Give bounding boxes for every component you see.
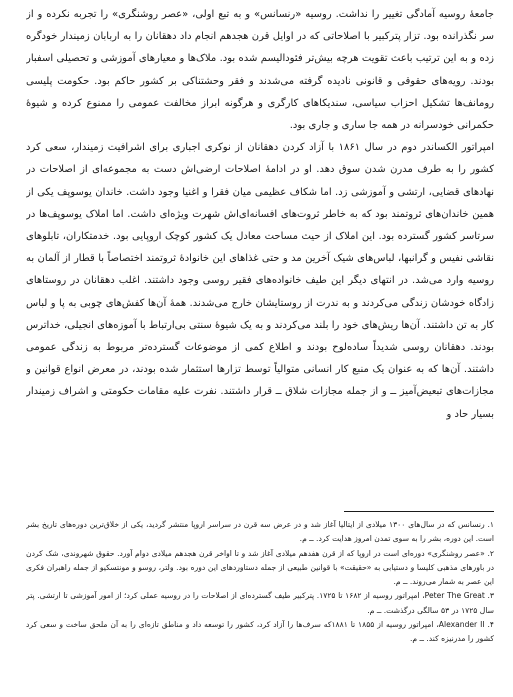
- footnote-3: ۳. Peter The Great، امپراتور روسیه از ۱۶۸۲ تا ۱۷۲۵. پترکبیر طیف گسترده‌ای از اصلاحات را در روسیه عملی کرد؛ از امور آموزشی تا ارتشی. پتر سال ۱۷۲۵ در ۵۳ سالگی درگذشت. ــ م.: [26, 591, 494, 615]
- paragraph-2: امپراتور الکساندر دوم در سال ۱۸۶۱ با آزاد کردن دهقانان از نوکری اجباری برای اشرافیت زمیندار، سعی کرد کشور را به طرف مدرن شدن سوق دهد. او در ادامهٔ اصلاحات ارضی‌اش دست به مجموعه‌ای از اصلاحات در نهادهای قضایی، ارتشی و آموزشی زد. اما شکاف عظیمی میان فقرا و اغنیا وجود داشت. خاندان یوسوپف یکی از همین خاندان‌های ثروتمند بود که به خاطر ثروت‌های افسانه‌ای‌اش شهرت ویژه‌ای داشت. اما املاک یوسوپف‌ها در سرتاسر کشور گسترده بود. این املاک از حیث مساحت معادل یک کشور کوچک اروپایی بود. خدمتکاران، تابلوهای نقاشی نفیس و گرانبها، لباس‌های شیک آخرین مد و حتی غذاهای این خانوادهٔ ثروتمند اختصاصاً با قطار از آلمان به روسیه وارد می‌شد. در انتهای دیگر این طیف خانواده‌های فقیر روسی وجود داشتند. اغلب دهقانان در روستاهای زادگاه خودشان زندگی می‌کردند و به ندرت از روستایشان خارج می‌شدند. همهٔ آن‌ها کفش‌های چوبی به پا و لباس کار به تن داشتند. آن‌ها ریش‌های خود را بلند می‌کردند و به یک شیوهٔ سنتی بی‌ارتباط با آموزه‌های انجیلی، خداترس بودند. دهقانان روسی شدیداً ساده‌لوح بودند و اطلاع کمی از موضوعات گسترده‌تر مربوط به زندگی عمومی داشتند. آن‌ها که به عنوان یک منبع کار انسانی متوالیاً توسط تزارها استثمار شده بودند، در معرض انواع قوانین و مجازات‌های تبعیض‌آمیز ــ و از جمله مجازات شلاق ــ قرار داشتند. نفرت علیه مقامات حکومتی و اشراف زمیندار بسیار حاد و: [26, 142, 494, 420]
- paragraph-1: جامعهٔ روسیه آمادگی تغییر را نداشت. روسیه «رنسانس» و به تبع اولی، «عصر روشنگری» را تجربه نکرده و از سر نگذرانده بود. تزار پترکبیر با اصلاحاتی که در اوایل قرن هجدهم انجام داد دهقانان را به اربابان زمیندار خودگره زده و به این ترتیب باعث تقویت هرچه بیش‌تر فئودالیسم شده بود. ملاک‌ها و معیارهای آموزشی و تحصیلی اسفبار بودند. رویه‌های حقوقی و قانونی نادیده گرفته می‌شدند و فقر وحشتناکی بر کشور حاکم بود. حکومت پلیسی رومانف‌ها تشکیل احزاب سیاسی، سندیکاهای کارگری و هرگونه ابراز مخالفت عمومی را ممنوع کرده و شیوهٔ حکمرانی خودسرانه در همه جا ساری و جاری بود.: [26, 9, 494, 132]
- footnote-4: ۴. Alexander II، امپراتور روسیه از ۱۸۵۵ تا ۱۸۸۱که سرف‌ها را آزاد کرد، کشور را توسعه داد و مناطق تازه‌ای را به آن ملحق ساخت و سعی کرد کشور را مدرنیزه کند. ــ م.: [26, 620, 494, 644]
- main-text: [26, 4, 494, 496]
- footnote-1: ۱. رنسانس که در سال‌های ۱۳۰۰ میلادی از ایتالیا آغاز شد و در عرض سه قرن در سراسر اروپا منتشر گردید، یکی از خلاق‌ترین دوره‌های تاریخ بشر است. این دوره، بشر را به سوی تمدن امروز هدایت کرد. ــ م.: [26, 520, 494, 544]
- book-page: [26, 4, 494, 692]
- footnote-2: ۲. «عصر روشنگری» دوره‌ای است در اروپا که از قرن هفدهم میلادی آغاز شد و تا اواخر قرن هجدهم میلادی دوام آورد. حقوق شهروندی، شک کردن در باورهای مذهبی کلیسا و دستیابی به «حقیقت» با قوانین طبیعی از جمله دستاوردهای این دوره بود. ولتر، روسو و مونتسکیو از جمله راهبران فکری این عصر به شمار می‌روند. ــ م.: [26, 548, 494, 587]
- footnote-divider: [344, 511, 494, 512]
- footnotes: [26, 518, 494, 690]
